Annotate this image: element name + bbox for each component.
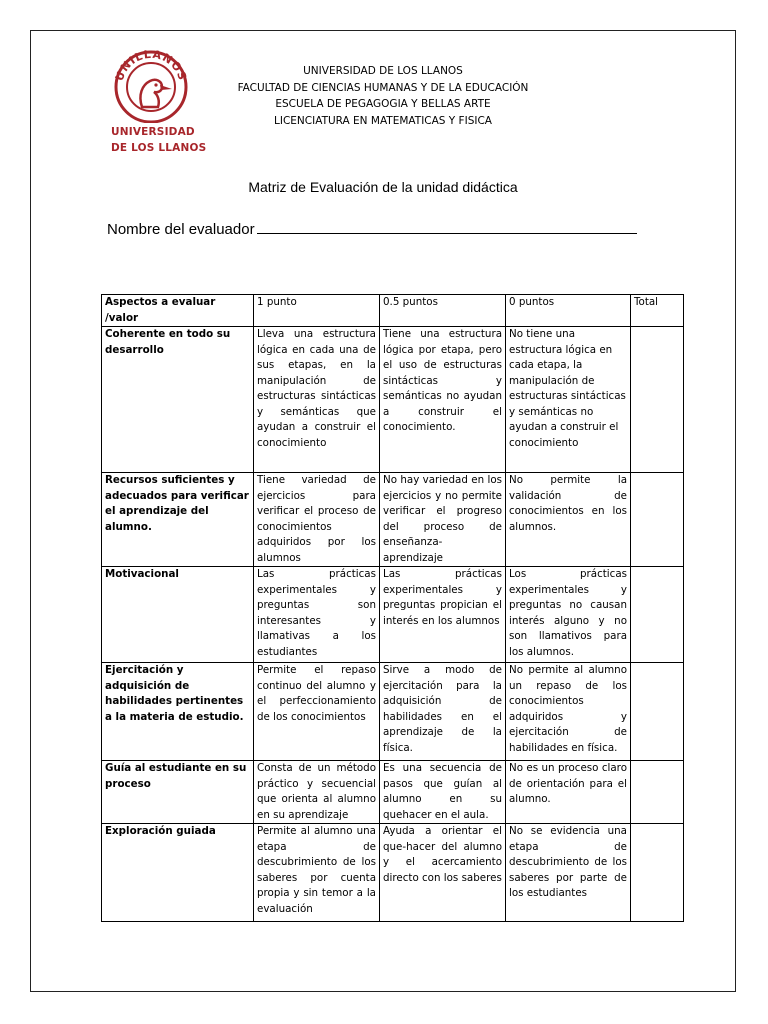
row-one-point: Lleva una estructura lógica en cada una de sus etapas, en la manipulación de estructuras sintácticas y semánticas que ayudan a construir el conocimiento [254,327,380,473]
header-aspects: Aspectos a evaluar /valor [102,295,254,327]
row-one-point: Permite al alumno una etapa de descubrimiento de los saberes por cuenta propia y sin temor a la evaluación [254,824,380,922]
row-zero-points: No permite la validación de conocimientos en los alumnos. [506,473,631,567]
header-line-faculty: FACULTAD DE CIENCIAS HUMANAS Y DE LA EDUCACIÓN [237,81,529,94]
header-half-point: 0.5 puntos [380,295,506,327]
table-row [102,663,684,761]
row-one-point: Consta de un método práctico y secuencial que orienta al alumno en su aprendizaje [254,761,380,824]
row-aspect: Guía al estudiante en su proceso [102,761,254,824]
row-aspect: Recursos suficientes y adecuados para verificar el aprendizaje del alumno. [102,473,254,567]
row-half-point: Sirve a modo de ejercitación para la adquisición de habilidades en el aprendizaje de la física. [380,663,506,761]
row-total-cell[interactable] [631,327,684,473]
row-total-cell[interactable] [631,663,684,761]
row-aspect: Exploración guiada [102,824,254,922]
row-total-cell[interactable] [631,761,684,824]
document-title: Matriz de Evaluación de la unidad didáctica [248,179,518,195]
row-total-cell[interactable] [631,473,684,567]
header-one-point: 1 punto [254,295,380,327]
header-line-program: LICENCIATURA EN MATEMATICAS Y FISICA [274,114,492,127]
logo-line-2: DE LOS LLANOS [111,142,207,154]
row-one-point: Las prácticas experimentales y preguntas son interesantes y llamativas a los estudiantes [254,567,380,663]
row-half-point: Las prácticas experimentales y preguntas propician el interés en los alumnos [380,567,506,663]
table-header-row [102,295,684,327]
evaluator-field [107,219,637,238]
table-row [102,473,684,567]
row-half-point: No hay variedad en los ejercicios y no permite verificar el progreso del proceso de enseñanza-aprendizaje [380,473,506,567]
svg-text:UNILLANOS: UNILLANOS [112,47,190,83]
evaluation-matrix [101,294,684,922]
row-one-point: Permite el repaso continuo del alumno y el perfeccionamiento de los conocimientos [254,663,380,761]
row-total-cell[interactable] [631,824,684,922]
row-zero-points: No es un proceso claro de orientación para el alumno. [506,761,631,824]
row-zero-points: No tiene una estructura lógica en cada etapa, la manipulación de estructuras sintácticas y semánticas no ayudan a construir el conocimiento [506,327,631,473]
row-half-point: Es una secuencia de pasos que guían al alumno en su quehacer en el aula. [380,761,506,824]
row-zero-points: No se evidencia una etapa de descubrimiento de los saberes por parte de los estudiantes [506,824,631,922]
row-zero-points: Los prácticas experimentales y preguntas no causan interés alguno y no son llamativos para los alumnos. [506,567,631,663]
table-row [102,761,684,824]
row-one-point: Tiene variedad de ejercicios para verificar el proceso de conocimientos adquiridos por los alumnos [254,473,380,567]
table-row [102,567,684,663]
row-aspect: Ejercitación y adquisición de habilidades pertinentes a la materia de estudio. [102,663,254,761]
row-half-point: Ayuda a orientar el que-hacer del alumno y el acercamiento directo con los saberes [380,824,506,922]
logo-line-1: UNIVERSIDAD [111,126,195,138]
header-line-school: ESCUELA DE PEGAGOGIA Y BELLAS ARTE [275,98,491,110]
row-total-cell[interactable] [631,567,684,663]
table-row [102,327,684,473]
row-aspect: Motivacional [102,567,254,663]
header-line-university: UNIVERSIDAD DE LOS LLANOS [303,65,463,77]
table-row [102,824,684,922]
document-page [30,30,736,992]
evaluator-name-blank[interactable] [257,219,637,234]
institution-header [31,63,735,129]
header-zero-points: 0 puntos [506,295,631,327]
header-total: Total [631,295,684,327]
evaluator-label: Nombre del evaluador [107,221,255,238]
row-aspect: Coherente en todo su desarrollo [102,327,254,473]
row-zero-points: No permite al alumno un repaso de los conocimientos adquiridos y ejercitación de habilidades en física. [506,663,631,761]
row-half-point: Tiene una estructura lógica por etapa, pero el uso de estructuras sintácticas y semánticas no ayudan a construir el conocimiento. [380,327,506,473]
